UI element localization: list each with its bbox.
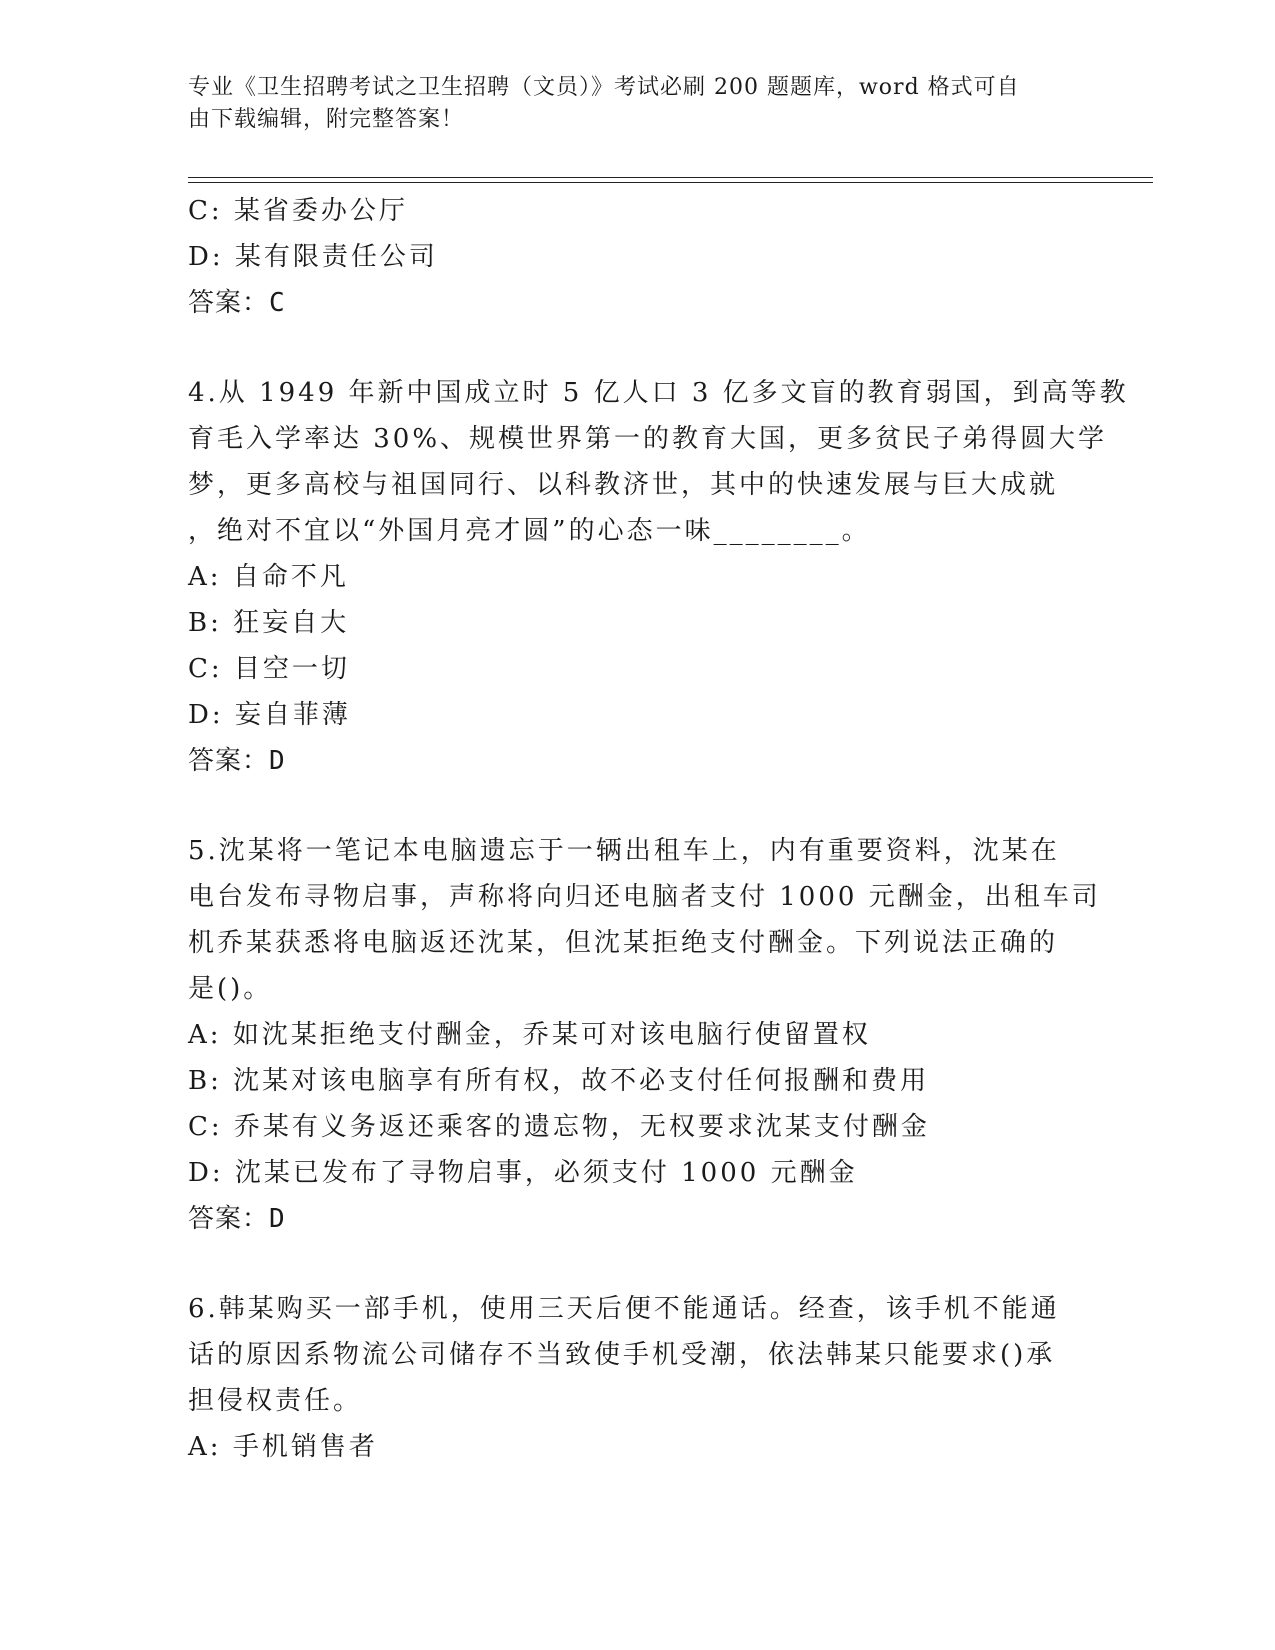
question-text-line: 4.从 1949 年新中国成立时 5 亿人口 3 亿多文盲的教育弱国，到高等教 — [188, 378, 1129, 408]
option-label: C: — [188, 1112, 223, 1142]
option-label: C: — [188, 654, 223, 684]
document-header — [188, 72, 1068, 136]
option-text: 狂妄自大 — [233, 608, 350, 638]
question-text-line: 话的原因系物流公司储存不当致使手机受潮，依法韩某只能要求()承 — [188, 1340, 1056, 1370]
answer-line: 答案：D — [188, 1204, 286, 1234]
question-text-line: 担侵权责任。 — [188, 1386, 363, 1416]
question-text-line: 机乔某获悉将电脑返还沈某，但沈某拒绝支付酬金。下列说法正确的 — [188, 928, 1059, 958]
header-divider-top — [188, 177, 1153, 178]
question-3-tail — [188, 188, 1088, 326]
option-label: A: — [188, 1020, 222, 1050]
option-text: 沈某已发布了寻物启事，必须支付 1000 元酬金 — [234, 1158, 858, 1188]
option-c — [188, 1104, 1068, 1150]
option-b — [188, 1058, 1068, 1104]
option-text: 妄自菲薄 — [234, 700, 351, 730]
question-text-line: 是()。 — [188, 974, 273, 1004]
header-divider-bottom — [188, 182, 1153, 183]
spacer — [188, 784, 1088, 828]
option-d — [188, 234, 1088, 280]
option-label: A: — [188, 1432, 222, 1462]
answer-line: 答案：D — [188, 746, 286, 776]
option-label: B: — [188, 1066, 222, 1096]
header-title-line-2: 由下载编辑，附完整答案！ — [188, 107, 465, 132]
option-text: 某省委办公厅 — [233, 196, 408, 226]
option-label: B: — [188, 608, 222, 638]
option-text: 手机销售者 — [232, 1432, 378, 1462]
option-a — [188, 554, 1068, 600]
spacer — [188, 1242, 1088, 1286]
question-4 — [188, 370, 1129, 784]
spacer — [188, 326, 1088, 370]
option-label: D: — [188, 700, 224, 730]
question-text-line: 育毛入学率达 30%、规模世界第一的教育大国，更多贫民子弟得圆大学 — [188, 424, 1108, 454]
question-5 — [188, 828, 1101, 1242]
header-title-line-1: 专业《卫生招聘考试之卫生招聘（文员）》考试必刷 200 题题库，word 格式可自 — [188, 75, 1020, 100]
option-text: 如沈某拒绝支付酬金，乔某可对该电脑行使留置权 — [232, 1020, 871, 1050]
option-label: A: — [188, 562, 222, 592]
option-text: 沈某对该电脑享有所有权，故不必支付任何报酬和费用 — [233, 1066, 930, 1096]
option-text: 某有限责任公司 — [234, 242, 438, 272]
option-label: D: — [188, 242, 224, 272]
option-label: C: — [188, 196, 223, 226]
question-text-line: 梦，更多高校与祖国同行、以科教济世，其中的快速发展与巨大成就 — [188, 470, 1059, 500]
question-text-line: 电台发布寻物启事，声称将向归还电脑者支付 1000 元酬金，出租车司 — [188, 882, 1101, 912]
option-d — [188, 692, 1068, 738]
answer-line: 答案：C — [188, 288, 286, 318]
question-list — [188, 188, 1129, 1470]
option-b — [188, 600, 1068, 646]
option-text: 自命不凡 — [232, 562, 349, 592]
option-text: 乔某有义务返还乘客的遗忘物，无权要求沈某支付酬金 — [233, 1112, 930, 1142]
option-c — [188, 188, 1088, 234]
question-text-line: 6.韩某购买一部手机，使用三天后便不能通话。经查，该手机不能通 — [188, 1294, 1060, 1324]
option-text: 目空一切 — [233, 654, 350, 684]
option-a — [188, 1012, 1068, 1058]
question-6 — [188, 1286, 1068, 1470]
option-d — [188, 1150, 1068, 1196]
option-label: D: — [188, 1158, 224, 1188]
option-c — [188, 646, 1068, 692]
question-text-line: 5.沈某将一笔记本电脑遗忘于一辆出租车上，内有重要资料，沈某在 — [188, 836, 1060, 866]
question-text-line: ，绝对不宜以“外国月亮才圆”的心态一味________。 — [188, 516, 871, 546]
option-a — [188, 1424, 1068, 1470]
